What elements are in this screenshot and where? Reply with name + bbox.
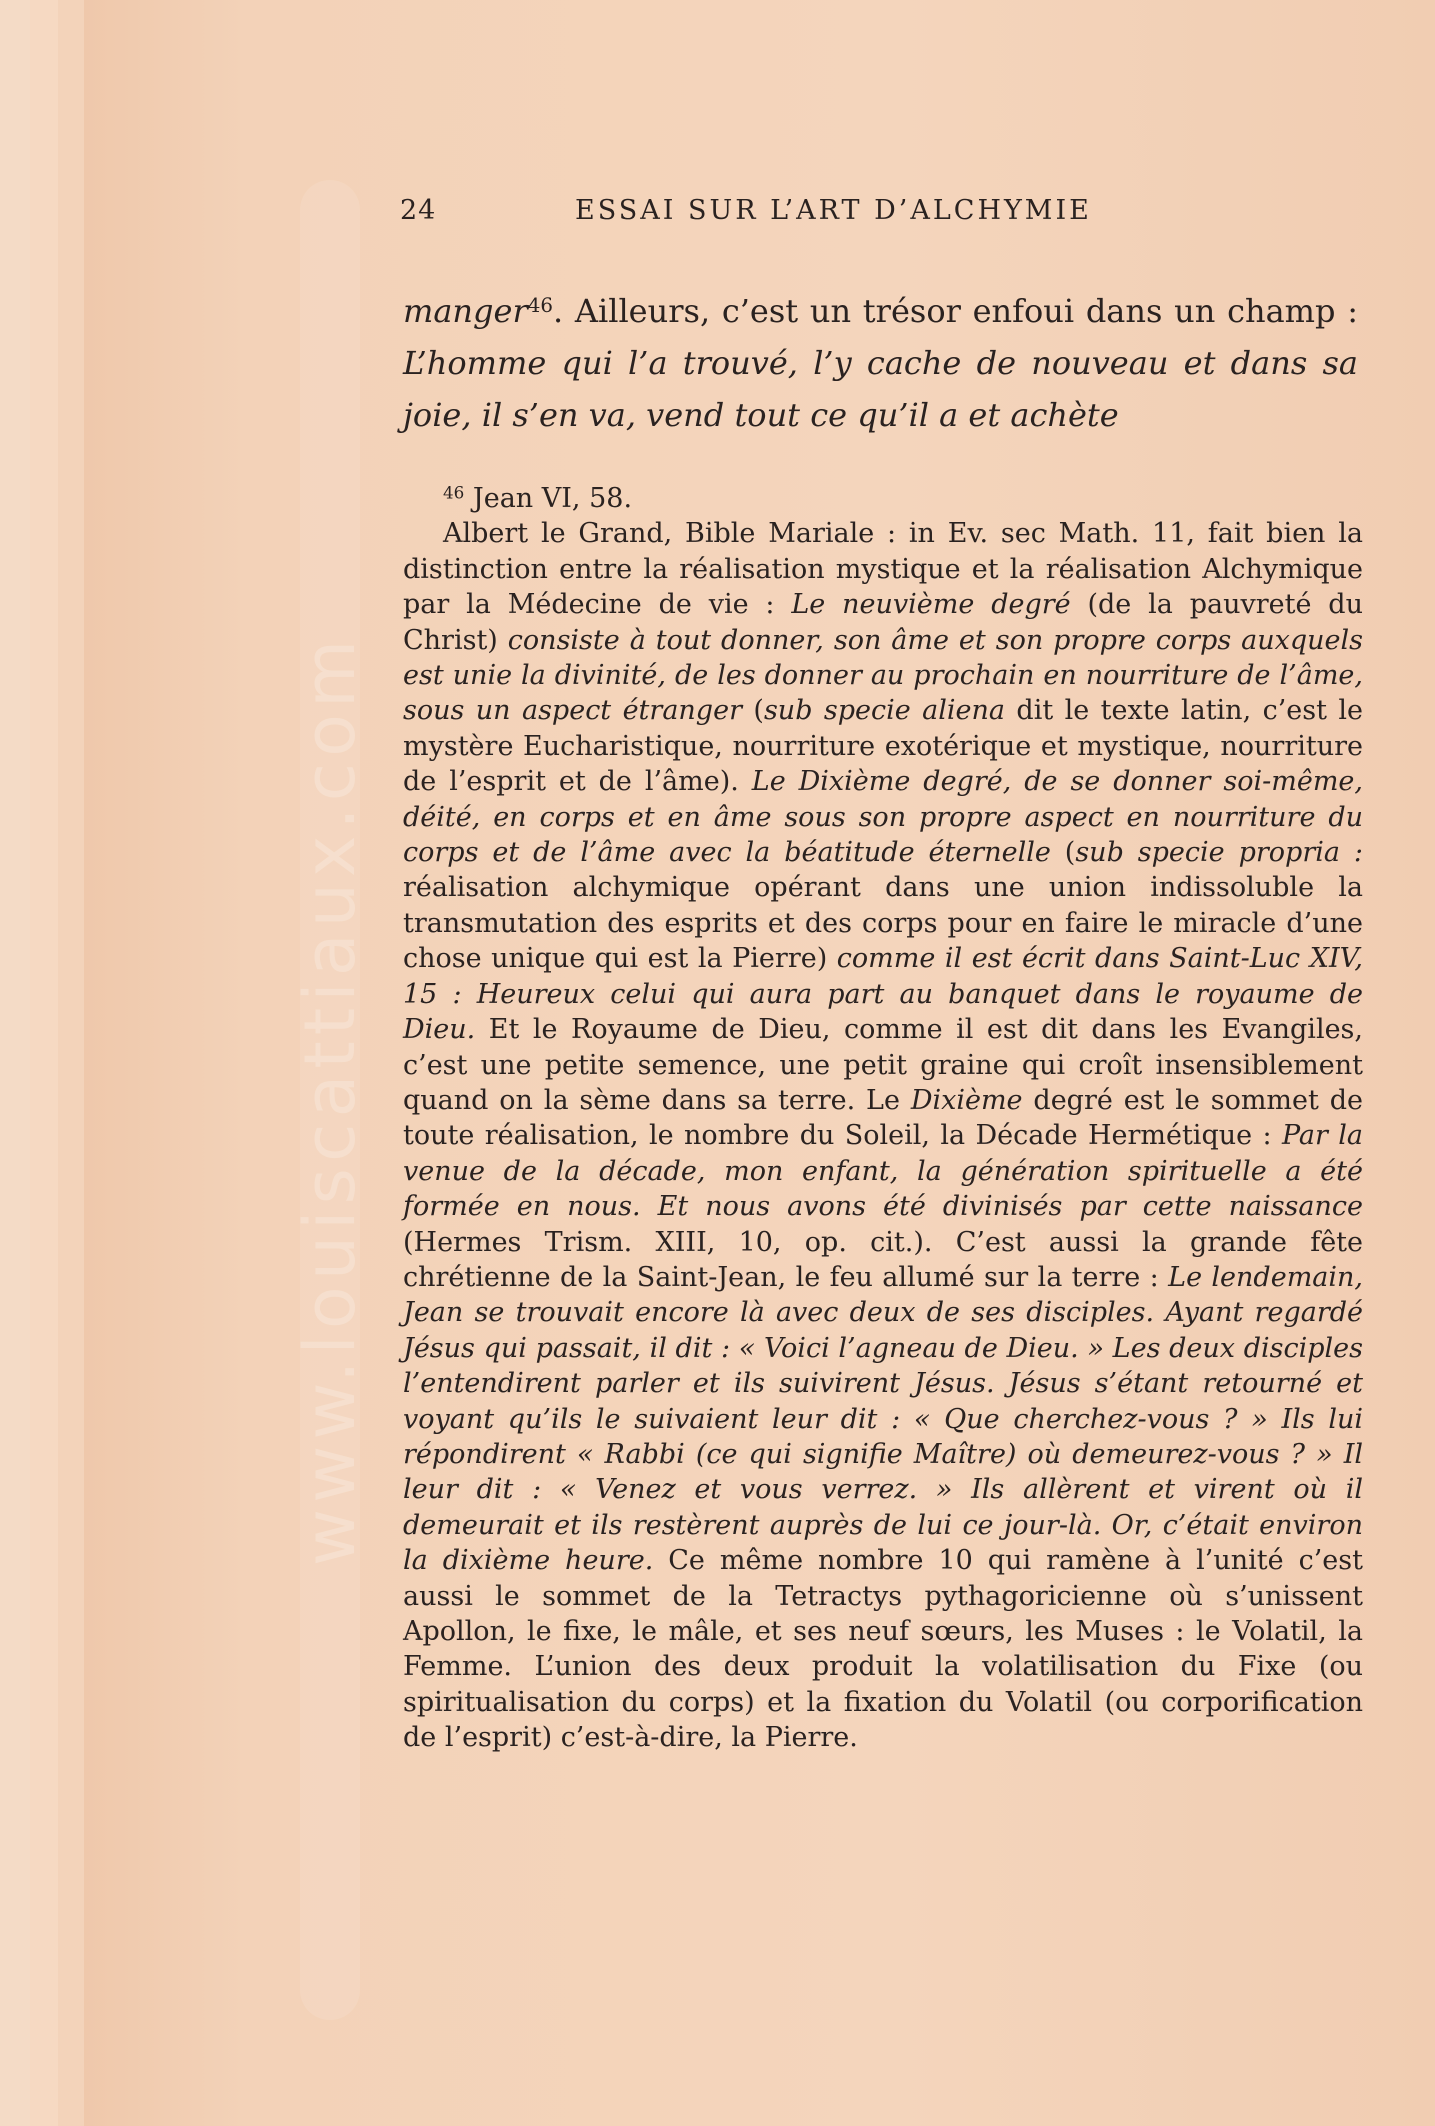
page-edge <box>0 0 32 2126</box>
italic-text-segment: L’homme qui l’a trouvé, l’y cache de nouveau et dans sa joie, il s’en va, vend tout ce qu’il a et achète <box>403 344 1358 434</box>
text-segment: Et le Royaume de Dieu, comme il est dit dans les Evangiles, c’est une petite semence, une petit graine qui croît insensiblement quand on la sème dans sa terre. Le <box>403 1014 1363 1116</box>
text-segment: Ce même nombre 10 qui ramène à l’unité c’est aussi le sommet de la Tetractys pythagoricienne où s’unissent Apollon, le fixe, le mâle, et ses neuf sœurs, les Muses : le Volatil, la Femme. L’union des deux produit la volatilisation du Fixe (ou spiritualisation du corps) et la fixation du Volatil (ou corporification de l’esprit) c’est-à-dire, la Pierre. <box>403 1545 1363 1754</box>
text-segment: Albert le Grand, Bible Mariale : in Ev. sec Math. 11, fait bien la distinction entre la réalisation mystique et la réalisation Alchymique par la Médecine de vie : <box>403 518 1363 621</box>
page-header <box>400 195 1390 235</box>
page-edge <box>30 0 60 2126</box>
italic-text-segment: sub specie propria : <box>1075 837 1363 869</box>
text-segment: (Hermes Trism. XIII, 10, op. cit.). C’est aussi la grande fête chrétienne de la Saint-Jean, le feu allumé sur la terre : <box>403 1226 1363 1293</box>
italic-text-segment: comme il est écrit dans Saint-Luc XIV, 15 : Heureux celui qui aura part au banquet dans le royaume de Dieu. <box>403 943 1363 1046</box>
text-segment: (de la pauvreté du Christ) <box>403 589 1363 656</box>
italic-text-segment: Par la venue de la décade, mon enfant, la génération spirituelle a été formée en nous. Et nous avons été divinisés par cette naissance <box>403 1120 1363 1223</box>
text-segment: ( <box>1050 837 1076 869</box>
footnote-reference-text: Jean VI, 58. <box>472 483 633 514</box>
italic-text-segment: Le neuvième degré <box>791 589 1071 621</box>
text-segment: ( <box>741 695 764 727</box>
footnote-reference <box>403 481 1363 516</box>
page-edge <box>58 0 86 2126</box>
italic-text-segment: consiste à tout donner, son âme et son propre corps auxquels est unie la divinité, de les donner au prochain en nourriture de l’âme, sous un aspect étranger <box>403 624 1363 727</box>
main-text <box>403 285 1358 441</box>
italic-text-segment: Le lendemain, Jean se trouvait encore là avec deux de ses disciples. Ayant regardé Jésus qui passait, il dit : « Voici l’agneau de Dieu. » Les deux disciples l’entendirent parler et ils suivirent Jésus. Jésus s’étant retourné et voyant qu’ils le suivaient leur dit : « Que cherchez-vous ? » Ils lui répondirent « Rabbi (ce qui signifie Maître) où demeurez-vous ? » Il leur dit : « Venez et vous verrez. » Ils allèrent et virent où il demeurait et ils restèrent auprès de lui ce jour-là. Or, c’était environ la dixième heure. <box>403 1261 1363 1577</box>
italic-text-segment: sub specie aliena <box>763 695 1006 727</box>
footnote <box>403 481 1363 1756</box>
italic-text-segment: Dixième <box>910 1084 1023 1116</box>
footnote-number: 46 <box>443 482 465 503</box>
text-segment: . Ailleurs, c’est un trésor enfoui dans un champ : <box>552 292 1358 330</box>
page-number: 24 <box>400 195 437 226</box>
italic-text-segment: Le Dixième degré, de se donner soi-même, déité, en corps et en âme sous son propre aspect en nourriture du corps et de l’âme avec la béatitude éternelle <box>403 766 1363 869</box>
main-paragraph <box>403 285 1358 441</box>
footnote-marker: 46 <box>527 294 553 318</box>
text-segment: dit le texte latin, c’est le mystère Eucharistique, nourriture exotérique et mystique, nourriture de l’esprit et de l’âme). <box>403 695 1363 798</box>
watermark: www.louiscattiaux.com <box>289 633 371 1567</box>
text-segment: réalisation alchymique opérant dans une union indissoluble la transmutation des esprits et des corps pour en faire le miracle d’une chose unique qui est la Pierre) <box>403 872 1363 975</box>
italic-text-segment: manger <box>403 292 528 330</box>
running-title: ESSAI SUR L’ART D’ALCHYMIE <box>575 195 1092 226</box>
text-segment: degré est le sommet de toute réalisation, le nombre du Soleil, la Décade Hermétique : <box>403 1084 1363 1152</box>
footnote-paragraph <box>403 516 1363 1755</box>
